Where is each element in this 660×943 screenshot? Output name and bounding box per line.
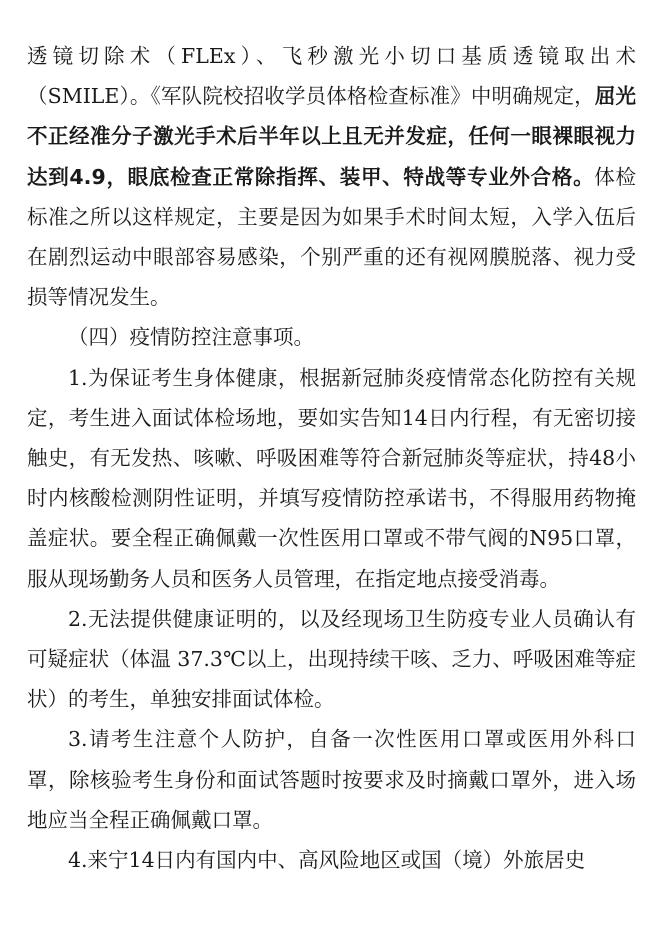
paragraph-item-3 xyxy=(27,719,636,840)
text-segment: 2.无法提供健康证明的，以及经现场卫生防疫专业人员确认有可疑症状（体温 37.3℃以上，出现持续干咳、乏力、呼吸困难等症状）的考生，单独安排面试体检。 xyxy=(27,606,636,712)
text-segment: 3.请考生注意个人防护，自备一次性医用口罩或医用外科口罩，除核验考生身份和面试答题时按要求及时摘戴口罩外，进入场地应当全程正确佩戴口罩。 xyxy=(27,727,636,832)
section-heading-text: （四）疫情防控注意事项。 xyxy=(68,325,314,350)
paragraph-item-2 xyxy=(27,599,636,720)
paragraph-item-1 xyxy=(27,358,636,599)
text-segment: 体检标准之所以这样规定，主要是因为如果手术时间太短，入学入伍后在剧烈运动中眼部容易感染，个别严重的还有视网膜脱落、视力受损等情况发生。 xyxy=(27,164,636,310)
paragraph-eye-surgery-standard xyxy=(27,36,636,317)
section-heading-epidemic-prevention xyxy=(27,317,636,357)
paragraph-item-4 xyxy=(27,840,636,880)
text-segment: 4.来宁14日内有国内中、高风险地区或国（境）外旅居史 xyxy=(68,848,586,873)
bold-text-segment: 屈光不正经准分子激光手术后半年以上且无并发症，任何一眼裸眼视力达到4.9，眼底检查正常除指挥、装甲、特战等专业外合格。 xyxy=(27,84,637,189)
text-segment: 1.为保证考生身体健康，根据新冠肺炎疫情常态化防控有关规定，考生进入面试体检场地，要如实告知14日内行程，有无密切接触史，有无发热、咳嗽、呼吸困难等符合新冠肺炎等症状，持48小时内核酸检测阴性证明，并填写疫情防控承诺书，不得服用药物掩盖症状。要全程正确佩戴一次性医用口罩或不带气阀的N95口罩，服从现场勤务人员和医务人员管理，在指定地点接受消毒。 xyxy=(27,365,636,591)
text-segment: 透镜切除术（FLEx）、飞秒激光小切口基质透镜取出术（SMILE）。《军队院校招收学员体格检查标准》中明确规定， xyxy=(27,44,636,109)
